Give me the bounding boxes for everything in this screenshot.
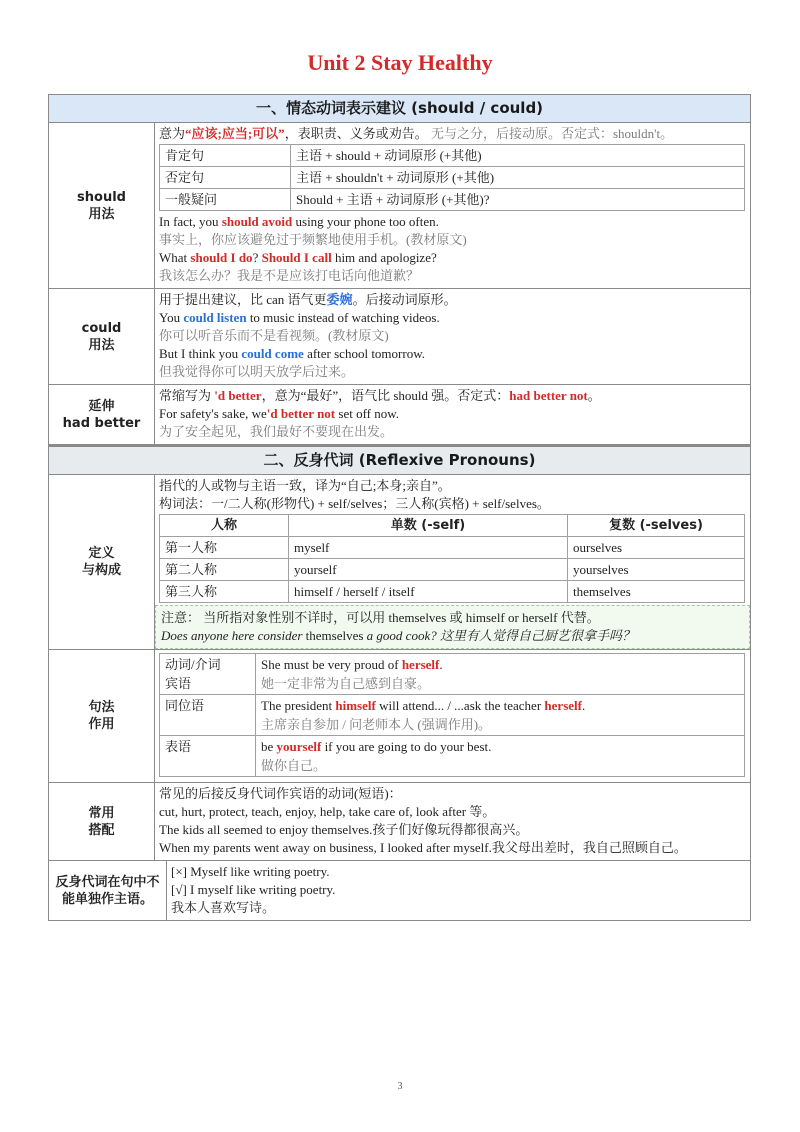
- person-cell: 第三人称: [160, 581, 289, 603]
- had-better-row: [49, 385, 750, 445]
- form-pattern: Should + 主语 + 动词原形 (+其他)?: [291, 189, 745, 211]
- highlight: 委婉: [326, 292, 353, 307]
- intro-text: ，表职责、义务或劝告。: [284, 126, 428, 141]
- collocation-label-2: 搭配: [88, 822, 115, 838]
- had-better-content: [155, 385, 750, 444]
- text: ?: [252, 250, 262, 265]
- should-forms-table: [159, 144, 745, 211]
- role-text: 宾语: [165, 676, 192, 691]
- table-row: [160, 167, 745, 189]
- function-label-1: 句法: [88, 700, 115, 715]
- function-label-2: 作用: [88, 717, 115, 732]
- text: .: [581, 698, 586, 713]
- form-name: 否定句: [160, 167, 291, 189]
- collocation-content: [155, 783, 750, 860]
- highlight: himself: [335, 698, 376, 713]
- had-better-label-cn: 延伸: [88, 398, 115, 414]
- table-row: [160, 537, 745, 559]
- should-intro: [159, 125, 745, 143]
- example-cn: 但我觉得你可以明天放学后过来。: [159, 364, 355, 379]
- text: 用于提出建议，比 can 语气更: [159, 292, 327, 307]
- text: What: [159, 250, 191, 265]
- example-cell: [256, 654, 745, 695]
- column-header: 单数 (-self): [289, 515, 568, 537]
- should-meaning: “应该;应当;可以”: [185, 126, 285, 141]
- highlight: Should I call: [261, 250, 332, 265]
- text: after school tomorrow.: [303, 346, 425, 361]
- table-row: [160, 736, 745, 777]
- role-cell: [160, 695, 256, 736]
- should-row: [49, 123, 750, 289]
- singular-cell: myself: [289, 537, 568, 559]
- definition-label-1: 定义: [88, 546, 115, 561]
- highlight: should avoid: [221, 214, 293, 229]
- highlight: could listen: [183, 310, 247, 325]
- text: 常缩写为: [159, 388, 215, 403]
- text: will attend... / ...ask the teacher: [375, 698, 545, 713]
- definition-row: [49, 475, 750, 650]
- highlight: 'd better: [214, 388, 262, 403]
- collocation-line: The kids all seemed to enjoy themselves.孩子们好像玩得都很高兴。: [159, 822, 529, 837]
- not-subject-row: [49, 861, 750, 920]
- collocation-label: [49, 783, 155, 860]
- collocation-row: [49, 783, 750, 861]
- function-content: [155, 650, 750, 782]
- should-label-en: should: [77, 189, 126, 205]
- text: ，意为“最好”，语气比 should 强。否定式：: [261, 388, 510, 403]
- example-en: [159, 345, 745, 363]
- had-better-intro: [159, 387, 745, 405]
- example-cn: 主席亲自参加 / 问老师本人 (强调作用)。: [261, 717, 492, 732]
- role-cell: [160, 736, 256, 777]
- text: 。后接动词原形。: [352, 292, 457, 307]
- collocation-line: 常见的后接反身代词作宾语的动词(短语)：: [159, 786, 402, 801]
- example-cell: [256, 695, 745, 736]
- plural-cell: ourselves: [568, 537, 745, 559]
- role-cell: [160, 654, 256, 695]
- column-header: 复数 (-selves): [568, 515, 745, 537]
- text: The president: [261, 698, 336, 713]
- example-cn: 我本人喜欢写诗。: [171, 900, 276, 915]
- section-heading-modal-verbs: 一、情态动词表示建议 (should / could): [49, 95, 750, 123]
- function-row: [49, 650, 750, 783]
- example-cn: 事实上，你应该避免过于频繁地使用手机。(教材原文): [159, 232, 467, 247]
- text: using your phone too often.: [292, 214, 439, 229]
- example-cn: 做你自己。: [261, 758, 327, 773]
- text: She must be very proud of: [261, 657, 402, 672]
- intro-text: 意为: [159, 126, 186, 141]
- pronoun-table: [159, 514, 745, 603]
- text: be: [261, 739, 277, 754]
- form-pattern: 主语 + should + 动词原形 (+其他): [291, 145, 745, 167]
- example-cell: [256, 736, 745, 777]
- table-row: [160, 654, 745, 695]
- highlight: herself: [544, 698, 582, 713]
- example-cn: 为了安全起见，我们最好不要现在出发。: [159, 424, 394, 439]
- right-example: [√] I myself like writing poetry.: [171, 882, 336, 897]
- should-content: [155, 123, 750, 288]
- form-name: 一般疑问: [160, 189, 291, 211]
- highlight: herself: [401, 657, 440, 672]
- text: Does anyone here consider: [161, 628, 306, 643]
- definition-content: [155, 475, 750, 649]
- role-text: 动词/介词: [165, 657, 221, 672]
- form-name: 肯定句: [160, 145, 291, 167]
- intro-note: 无与之分，后接动原。否定式：shouldn't。: [430, 126, 674, 141]
- singular-cell: yourself: [289, 559, 568, 581]
- highlight: yourself: [276, 739, 322, 754]
- text: set off now.: [335, 406, 400, 421]
- note-example: [161, 627, 744, 645]
- definition-line: 指代的人或物与主语一致，译为“自己;本身;亲自”。: [159, 478, 451, 493]
- wrong-example: [×] Myself like writing poetry.: [171, 864, 330, 879]
- example-cn: 你可以听音乐而不是看视频。(教材原文): [159, 328, 389, 343]
- example-en: [159, 249, 745, 267]
- section-heading-reflexive: 二、反身代词 (Reflexive Pronouns): [49, 445, 750, 475]
- table-row: [160, 581, 745, 603]
- had-better-label: [49, 385, 155, 444]
- should-label: [49, 123, 155, 288]
- text: to music instead of watching videos.: [246, 310, 440, 325]
- example-en: [159, 405, 745, 423]
- example-en: [159, 213, 745, 231]
- text: a good cook? 这里有人觉得自己厨艺很拿手吗？: [363, 628, 635, 643]
- table-row: [160, 145, 745, 167]
- definition-label-2: 与构成: [81, 563, 121, 578]
- could-label-cn: 用法: [88, 337, 115, 353]
- example-en: [159, 309, 745, 327]
- person-cell: 第二人称: [160, 559, 289, 581]
- function-label: [49, 650, 155, 782]
- example-cn: 我该怎么办？我是不是应该打电话向他道歉？: [159, 268, 420, 283]
- highlight: should I do: [190, 250, 253, 265]
- formation-line: 构词法：一/二人称(形物代) + self/selves；三人称(宾格) + self/selves。: [159, 496, 550, 511]
- could-label-en: could: [81, 320, 122, 336]
- note-box: [155, 605, 750, 649]
- role-text: 表语: [165, 739, 192, 754]
- text: In fact, you: [159, 214, 222, 229]
- had-better-label-en: had better: [62, 415, 141, 431]
- highlight: had better not: [509, 388, 588, 403]
- plural-cell: yourselves: [568, 559, 745, 581]
- function-table: [159, 653, 745, 777]
- page-number: 3: [397, 1081, 403, 1092]
- text: But I think you: [159, 346, 242, 361]
- example-cn: 她一定非常为自己感到自豪。: [261, 676, 431, 691]
- should-label-cn: 用法: [88, 206, 115, 222]
- collocation-line: cut, hurt, protect, teach, enjoy, help, take care of, look after 等。: [159, 804, 496, 819]
- table-row: [160, 189, 745, 211]
- text: You: [159, 310, 184, 325]
- grammar-table: [48, 94, 751, 921]
- text: him and apologize?: [331, 250, 437, 265]
- could-row: [49, 289, 750, 385]
- text: For safety's sake, we: [159, 406, 267, 421]
- singular-cell: himself / herself / itself: [289, 581, 568, 603]
- text: .: [439, 657, 443, 672]
- table-header-row: [160, 515, 745, 537]
- text: if you are going to do your best.: [321, 739, 492, 754]
- role-text: 同位语: [165, 698, 205, 713]
- could-label: [49, 289, 155, 384]
- table-row: [160, 695, 745, 736]
- collocation-label-1: 常用: [88, 805, 115, 821]
- highlight: could come: [241, 346, 304, 361]
- form-pattern: 主语 + shouldn't + 动词原形 (+其他): [291, 167, 745, 189]
- definition-label: [49, 475, 155, 649]
- table-row: [160, 559, 745, 581]
- text: themselves: [305, 628, 364, 643]
- could-intro: [159, 291, 745, 309]
- could-content: [155, 289, 750, 384]
- note-line: 注意： 当所指对象性别不详时，可以用 themselves 或 himself or herself 代替。: [161, 610, 600, 625]
- page-title: Unit 2 Stay Healthy: [307, 50, 493, 75]
- not-subject-content: [167, 861, 750, 920]
- collocation-line: When my parents went away on business, I looked after myself.我父母出差时，我自己照顾自己。: [159, 840, 687, 855]
- not-subject-label: 反身代词在句中不能单独作主语。: [49, 861, 167, 920]
- highlight: 'd better not: [266, 406, 336, 421]
- column-header: 人称: [160, 515, 289, 537]
- text: 。: [587, 388, 601, 403]
- plural-cell: themselves: [568, 581, 745, 603]
- person-cell: 第一人称: [160, 537, 289, 559]
